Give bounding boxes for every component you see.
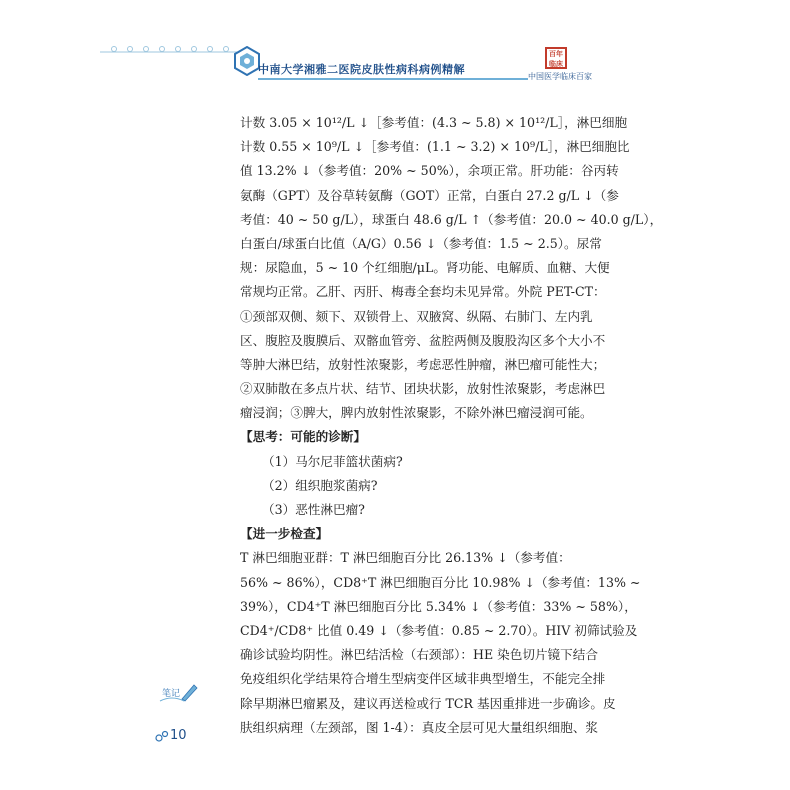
page-number-ornament-icon	[155, 730, 169, 742]
text-line: T 淋巴细胞亚群：T 淋巴细胞百分比 26.13% ↓（参考值：	[240, 550, 571, 566]
think-heading: 【思考：可能的诊断】	[240, 429, 366, 445]
diagnosis-item: （3）恶性淋巴瘤?	[262, 502, 365, 517]
diagnosis-item: （2）组织胞浆菌病?	[262, 477, 378, 493]
text-line: 白蛋白/球蛋白比值（A/G）0.56 ↓（参考值：1.5 ~ 2.5）。尿常	[240, 235, 602, 251]
header-title-bar	[258, 62, 528, 80]
text-line: ①颈部双侧、颏下、双锁骨上、双腋窝、纵隔、右肺门、左内乳	[240, 308, 593, 324]
header-seal: 百年临床	[545, 47, 567, 69]
text-line: 规：尿隐血，5 ~ 10 个红细胞/μL。肾功能、电解质、血糖、大便	[240, 260, 610, 276]
text-line: 39%），CD4⁺T 淋巴细胞百分比 5.34% ↓（参考值：33% ~ 58%），	[240, 598, 637, 614]
further-exam-heading: 【进一步检查】	[240, 526, 329, 542]
text-line: ②双肺散在多点片状、结节、团块状影，放射性浓聚影，考虑淋巴	[240, 381, 606, 397]
text-line: 考值：40 ~ 50 g/L），球蛋白 48.6 g/L ↑（参考值：20.0 ~ 40.0 g/L），	[240, 211, 663, 227]
text-line: 确诊试验均阴性。淋巴结活检（右颈部）：HE 染色切片镜下结合	[240, 647, 598, 663]
text-line: 56% ~ 86%），CD8⁺T 淋巴细胞百分比 10.98% ↓（参考值：13% ~	[240, 574, 641, 590]
text-line: 等肿大淋巴结，放射性浓聚影，考虑恶性肿瘤，淋巴瘤可能性大；	[240, 356, 606, 372]
diagnosis-item: （1）马尔尼菲篮状菌病?	[262, 453, 403, 469]
text-line: 免疫组织化学结果符合增生型病变伴区域非典型增生，不能完全排	[240, 671, 606, 687]
main-text	[240, 111, 663, 740]
text-line: CD4⁺/CD8⁺ 比值 0.49 ↓（参考值：0.85 ~ 2.70）。HIV 初筛试验及	[240, 622, 638, 638]
page-number: 10	[170, 728, 187, 743]
text-line: 区、腹腔及腹膜后、双髂血管旁、盆腔两侧及腹股沟区多个大小不	[240, 332, 606, 348]
text-line: 瘤浸润；③脾大，脾内放射性浓聚影，不除外淋巴瘤浸润可能。	[240, 405, 593, 421]
text-line: 肤组织病理（左颈部，图 1-4）：真皮全层可见大量组织细胞、浆	[240, 719, 599, 735]
text-line: 计数 0.55 × 10⁹/L ↓［参考值：(1.1 ~ 3.2) × 10⁹/L］，淋巴细胞比	[240, 139, 630, 155]
text-line: 值 13.2% ↓（参考值：20% ~ 50%），余项正常。肝功能：谷丙转	[240, 163, 619, 179]
text-line: 计数 3.05 × 10¹²/L ↓［参考值：(4.3 ~ 5.8) × 10¹²/L］，淋巴细胞	[240, 115, 628, 130]
header-dots-decoration	[100, 44, 240, 56]
note-label: 笔记	[162, 689, 181, 699]
text-line: 除早期淋巴瘤累及，建议再送检或行 TCR 基因重排进一步确诊。皮	[240, 695, 616, 711]
header-brand: 中国医学临床百家	[528, 72, 592, 81]
header-title: 中南大学湘雅二医院皮肤性病科病例精解	[258, 63, 465, 76]
text-line: 氨酶（GPT）及谷草转氨酶（GOT）正常，白蛋白 27.2 g/L ↓（参	[240, 187, 619, 203]
text-line: 常规均正常。乙肝、丙肝、梅毒全套均未见异常。外院 PET-CT：	[240, 284, 606, 300]
